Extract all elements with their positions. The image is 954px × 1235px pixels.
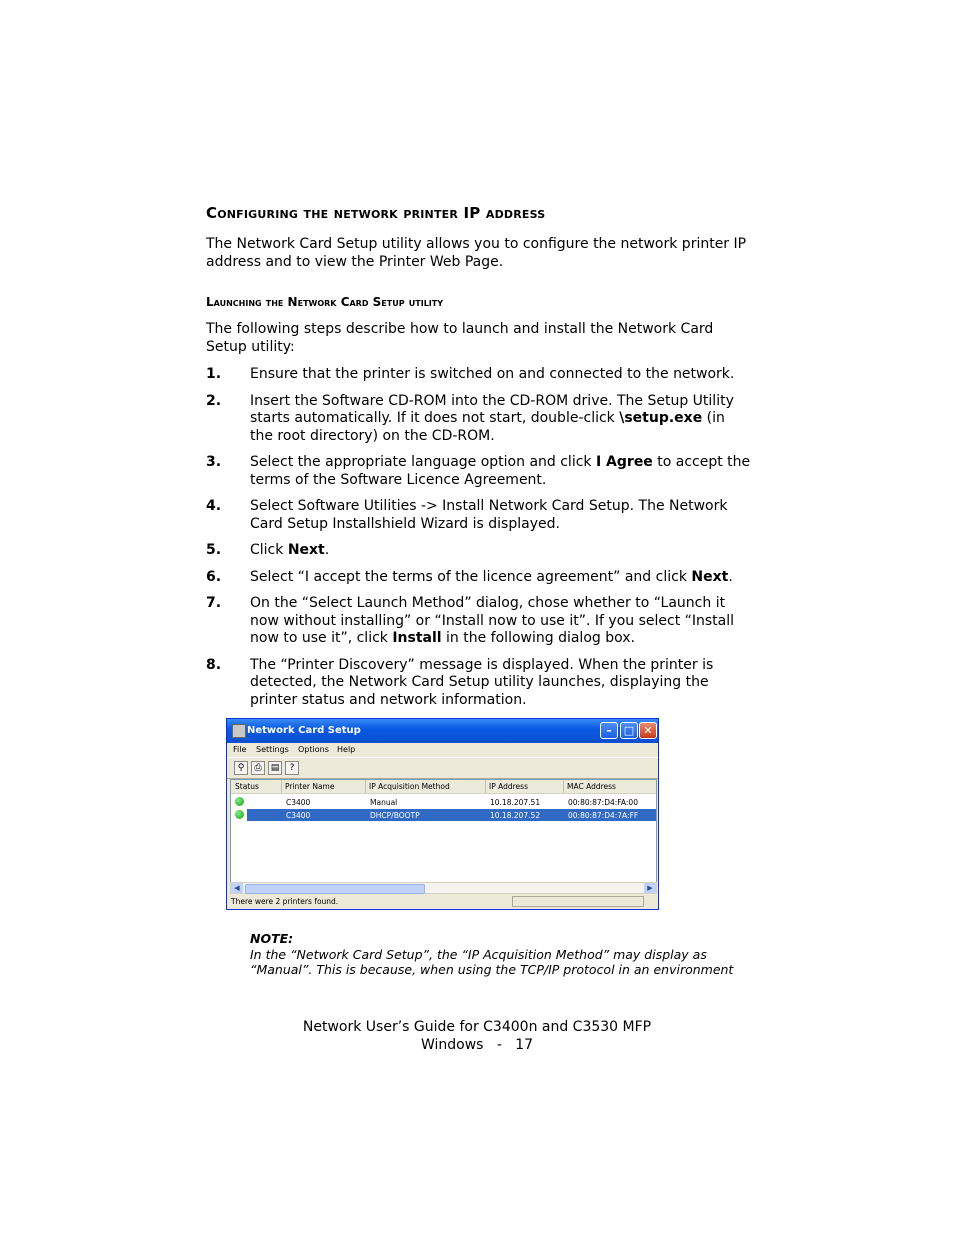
cell-ip-address: 10.18.207.52 — [490, 811, 541, 820]
step-item — [206, 366, 751, 384]
menu-settings[interactable]: Settings — [256, 745, 289, 754]
step-text: Select Software Utilities -> Install Network Card Setup. The Network Card Setup Installshield Wizard is displayed. — [250, 498, 728, 532]
step-text: Ensure that the printer is switched on and connected to the network. — [250, 366, 735, 382]
column-header-ip-address[interactable]: IP Address — [489, 782, 528, 791]
toolbar — [227, 757, 658, 779]
step-text: Click — [250, 542, 288, 558]
table-row[interactable] — [231, 809, 656, 821]
step-text: . — [728, 568, 733, 585]
menu-options[interactable]: Options — [298, 745, 329, 754]
scroll-left-icon[interactable]: ◀ — [231, 883, 243, 893]
step-number: 4. — [206, 498, 222, 514]
step-text: in the following dialog box. — [441, 630, 635, 646]
window-title: Network Card Setup — [247, 725, 361, 736]
steps-list — [206, 366, 751, 709]
step-text: On the “Select Launch Method” dialog, chose whether to “Launch it now without installing” or “Install now to use it”. If you select “Install now to use it”, click — [250, 595, 735, 646]
maximize-icon[interactable]: □ — [620, 722, 638, 739]
step-number: 2. — [206, 392, 222, 409]
page-footer — [0, 1019, 954, 1054]
step-bold-text: I Agree — [595, 454, 653, 470]
column-header-ip-method[interactable]: IP Acquisition Method — [369, 782, 450, 791]
status-ok-icon — [235, 797, 244, 806]
cell-ip-method: DHCP/BOOTP — [370, 811, 420, 820]
step-number: 5. — [206, 542, 222, 558]
step-text: Insert the Software CD-ROM into the CD-ROM drive. The Setup Utility starts automatically. If it does not start, double-click — [250, 392, 734, 426]
step-item — [206, 498, 751, 533]
cell-ip-address: 10.18.207.51 — [490, 798, 541, 807]
intro-paragraph: The Network Card Setup utility allows you to configure the network printer IP address and to view the Printer Web Page. — [206, 236, 747, 270]
step-bold-text: Next — [287, 542, 325, 558]
window-titlebar — [227, 719, 658, 743]
printer-icon[interactable]: ⎙ — [251, 761, 265, 775]
menu-help[interactable]: Help — [337, 745, 356, 754]
step-number: 1. — [206, 366, 222, 382]
minimize-icon[interactable]: – — [600, 722, 618, 739]
step-text: (in the root directory) on the CD-ROM. — [250, 410, 725, 444]
step-item — [206, 595, 751, 648]
search-icon[interactable]: ⚲ — [234, 761, 248, 775]
cell-printer-name: C3400 — [286, 811, 311, 820]
cell-printer-name: C3400 — [286, 798, 311, 807]
footer-title: Network User’s Guide for C3400n and C3530 MFP — [302, 1019, 652, 1035]
scroll-thumb[interactable] — [245, 884, 425, 894]
step-text: Select “I accept the terms of the licence agreement” and click — [250, 568, 692, 585]
network-card-setup-window — [226, 718, 659, 910]
column-header-printer-name[interactable]: Printer Name — [285, 782, 335, 791]
step-bold-text: Install — [392, 630, 442, 646]
column-header-mac-address[interactable]: MAC Address — [567, 782, 616, 791]
step-item — [206, 569, 751, 587]
step-item — [206, 657, 751, 710]
status-pane — [512, 896, 644, 907]
menu-file[interactable]: File — [233, 745, 247, 754]
column-header-status[interactable]: Status — [235, 782, 259, 791]
step-number: 6. — [206, 568, 222, 585]
note-text: In the “Network Card Setup”, the “IP Acquisition Method” may display as “Manual”. This is because, when using the TCP/IP protocol in an environment — [250, 946, 734, 977]
status-bar — [230, 896, 657, 908]
step-item — [206, 542, 751, 560]
scroll-right-icon[interactable]: ▶ — [644, 883, 656, 893]
horizontal-scrollbar[interactable] — [230, 882, 657, 894]
step-bold-text: \setup.exe — [619, 410, 703, 426]
note-label: NOTE: — [250, 931, 294, 946]
cell-mac-address: 00:80:87:D4:FA:00 — [568, 798, 638, 807]
main-content — [206, 204, 751, 718]
list-header — [231, 780, 656, 794]
section-heading: Configuring the network printer IP address — [206, 204, 546, 222]
status-ok-icon — [235, 810, 244, 819]
app-icon — [232, 724, 246, 738]
table-row[interactable] — [231, 796, 656, 808]
cell-mac-address: 00:80:87:D4:7A:FF — [568, 811, 639, 820]
step-text: to accept the terms of the Software Licence Agreement. — [250, 454, 751, 488]
note-block — [250, 931, 750, 978]
step-text: . — [324, 542, 330, 558]
footer-page-number: Windows - 17 — [420, 1036, 534, 1053]
sub-intro-paragraph: The following steps describe how to launch and install the Network Card Setup utility: — [206, 321, 714, 355]
cell-ip-method: Manual — [370, 798, 398, 807]
step-bold-text: Next — [691, 568, 729, 585]
step-item — [206, 393, 751, 446]
close-icon[interactable]: ✕ — [639, 722, 657, 739]
step-number: 3. — [206, 454, 222, 470]
subsection-heading: Launching the Network Card Setup utility — [206, 295, 444, 309]
printer-list — [230, 779, 657, 885]
menu-bar — [227, 743, 658, 757]
status-text: There were 2 printers found. — [231, 897, 339, 906]
step-number: 7. — [206, 595, 222, 611]
step-text: Select the appropriate language option and click — [250, 454, 596, 470]
save-icon[interactable]: ▤ — [268, 761, 282, 775]
help-icon[interactable]: ? — [285, 761, 299, 775]
step-number: 8. — [206, 656, 222, 673]
step-item — [206, 454, 751, 489]
step-text: The “Printer Discovery” message is displayed. When the printer is detected, the Network Card Setup utility launches, displaying the printer status and network information. — [250, 656, 714, 708]
